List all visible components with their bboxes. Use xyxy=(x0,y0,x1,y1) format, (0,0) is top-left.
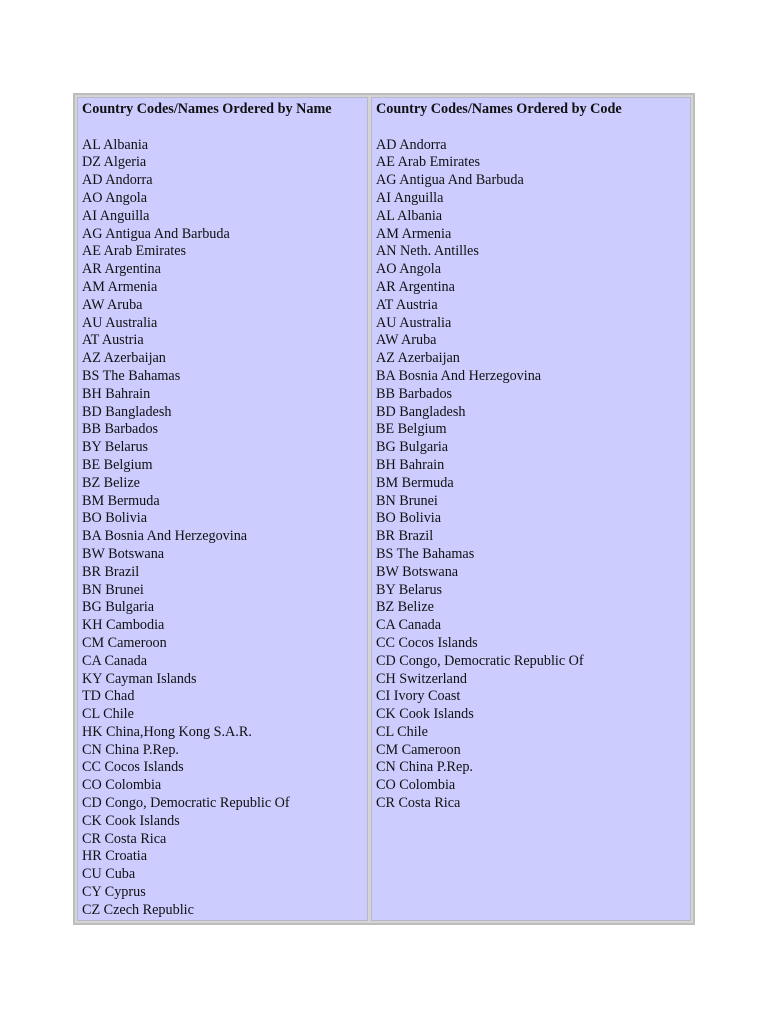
country-entry: AO Angola xyxy=(82,189,148,206)
country-entry: BD Bangladesh xyxy=(376,403,466,420)
country-entry: BA Bosnia And Herzegovina xyxy=(376,367,542,384)
country-entry: AE Arab Emirates xyxy=(82,243,187,260)
country-entry: BW Botswana xyxy=(82,545,165,562)
country-entry: CN China P.Rep. xyxy=(376,759,473,776)
country-entry: CO Colombia xyxy=(376,777,456,794)
country-entry: CC Cocos Islands xyxy=(376,634,478,651)
country-entry: CK Cook Islands xyxy=(82,812,180,829)
country-entry: AM Armenia xyxy=(82,278,158,295)
country-entry: TD Chad xyxy=(82,688,135,705)
country-entry: BD Bangladesh xyxy=(82,403,172,420)
country-entry: CD Congo, Democratic Republic Of xyxy=(376,652,584,669)
ordered-by-code-header: Country Codes/Names Ordered by Code xyxy=(376,101,622,117)
country-entry: BR Brazil xyxy=(82,563,140,580)
country-entry: AG Antigua And Barbuda xyxy=(376,172,524,189)
country-entry: AR Argentina xyxy=(82,261,161,278)
country-entry: BM Bermuda xyxy=(82,492,160,509)
country-entry: AM Armenia xyxy=(376,225,452,242)
country-entry: CK Cook Islands xyxy=(376,706,474,723)
country-entry: BH Bahrain xyxy=(376,456,445,473)
header-spacer xyxy=(82,119,363,137)
ordered-by-name-header: Country Codes/Names Ordered by Name xyxy=(82,101,332,117)
country-entry: CI Ivory Coast xyxy=(376,688,461,705)
country-entry: BS The Bahamas xyxy=(82,367,181,384)
country-entry: BZ Belize xyxy=(82,474,140,491)
country-entry: AW Aruba xyxy=(376,332,437,349)
country-entry: CA Canada xyxy=(376,617,442,634)
country-entry: BE Belgium xyxy=(376,421,447,438)
country-entry: BY Belarus xyxy=(376,581,443,598)
ordered-by-name-column xyxy=(77,97,368,921)
country-entry: BO Bolivia xyxy=(376,510,442,527)
header-spacer xyxy=(376,119,686,137)
country-entry: BB Barbados xyxy=(82,421,159,438)
country-entry: AD Andorra xyxy=(376,136,447,153)
country-entry: CL Chile xyxy=(376,723,428,740)
country-entry: CR Costa Rica xyxy=(82,830,167,847)
country-entry: HK China,Hong Kong S.A.R. xyxy=(82,723,252,740)
country-entry: AN Neth. Antilles xyxy=(376,243,479,260)
country-entry: KH Cambodia xyxy=(82,617,165,634)
country-entry: AT Austria xyxy=(82,332,144,349)
country-entry: BM Bermuda xyxy=(376,474,454,491)
country-entry: AU Australia xyxy=(82,314,158,331)
country-entry: CC Cocos Islands xyxy=(82,759,184,776)
country-entry: BZ Belize xyxy=(376,599,434,616)
country-entry: CO Colombia xyxy=(82,777,162,794)
country-codes-table xyxy=(73,93,695,925)
country-entry: BN Brunei xyxy=(376,492,438,509)
country-entry: BG Bulgaria xyxy=(376,439,449,456)
country-entry: AE Arab Emirates xyxy=(376,154,481,171)
country-entry: AL Albania xyxy=(82,136,149,153)
country-entry: AZ Azerbaijan xyxy=(82,350,166,367)
country-entry: BS The Bahamas xyxy=(376,545,475,562)
country-entry: AL Albania xyxy=(376,207,443,224)
country-entry: AT Austria xyxy=(376,296,438,313)
country-entry: BG Bulgaria xyxy=(82,599,155,616)
country-entry: CH Switzerland xyxy=(376,670,468,687)
country-entry: BY Belarus xyxy=(82,439,149,456)
country-entry: BO Bolivia xyxy=(82,510,148,527)
country-entry: CM Cameroon xyxy=(82,634,167,651)
ordered-by-name-list xyxy=(82,137,363,920)
country-entry: DZ Algeria xyxy=(82,154,147,171)
country-entry: CA Canada xyxy=(82,652,148,669)
country-entry: CM Cameroon xyxy=(376,741,461,758)
country-entry: AI Anguilla xyxy=(376,189,444,206)
country-entry: AG Antigua And Barbuda xyxy=(82,225,230,242)
country-entry: HR Croatia xyxy=(82,848,148,865)
country-entry: AZ Azerbaijan xyxy=(376,350,460,367)
country-entry: AD Andorra xyxy=(82,172,153,189)
country-entry: AO Angola xyxy=(376,261,442,278)
country-entry: CN China P.Rep. xyxy=(82,741,179,758)
country-entry: BR Brazil xyxy=(376,528,434,545)
country-entry: BB Barbados xyxy=(376,385,453,402)
country-entry: CU Cuba xyxy=(82,866,136,883)
country-entry: BN Brunei xyxy=(82,581,144,598)
country-entry: BW Botswana xyxy=(376,563,459,580)
country-entry: AW Aruba xyxy=(82,296,143,313)
ordered-by-code-list xyxy=(376,137,686,813)
country-entry: AI Anguilla xyxy=(82,207,150,224)
country-entry: AU Australia xyxy=(376,314,452,331)
country-entry: KY Cayman Islands xyxy=(82,670,197,687)
country-entry: CZ Czech Republic xyxy=(82,901,194,918)
country-entry: CR Costa Rica xyxy=(376,795,461,812)
country-entry: BA Bosnia And Herzegovina xyxy=(82,528,248,545)
ordered-by-code-column xyxy=(371,97,691,921)
country-entry: AR Argentina xyxy=(376,278,455,295)
country-entry: CY Cyprus xyxy=(82,884,146,901)
country-entry: CD Congo, Democratic Republic Of xyxy=(82,795,290,812)
country-entry: CL Chile xyxy=(82,706,134,723)
country-entry: BE Belgium xyxy=(82,456,153,473)
country-entry: BH Bahrain xyxy=(82,385,151,402)
